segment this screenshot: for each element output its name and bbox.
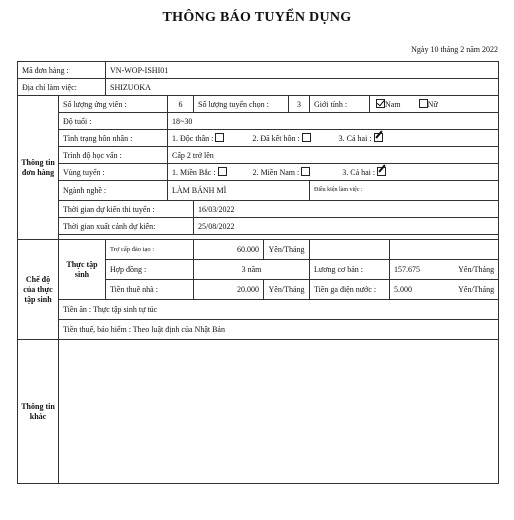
food-row bbox=[18, 300, 499, 320]
education-label: Trình độ học vấn : bbox=[59, 147, 168, 164]
marital-options bbox=[168, 130, 499, 147]
utility-unit: Yên/Tháng bbox=[458, 285, 495, 294]
contract-value: 3 năm bbox=[194, 260, 310, 280]
job-row bbox=[18, 181, 499, 201]
training-row bbox=[18, 240, 499, 260]
order-row bbox=[18, 62, 499, 79]
both-region-checkbox[interactable] bbox=[377, 167, 386, 176]
education-value: Cấp 2 trở lên bbox=[168, 147, 499, 164]
applicants-value: 6 bbox=[168, 96, 194, 113]
order-label: Mã đơn hàng : bbox=[18, 62, 106, 79]
age-row bbox=[18, 113, 499, 130]
benefits-section: Chế độ của thực tập sinh bbox=[18, 240, 59, 340]
job-value: LÀM BÁNH MÌ bbox=[168, 181, 310, 201]
address-row bbox=[18, 79, 499, 96]
condition-label: Điều kiện làm việc : bbox=[310, 181, 499, 201]
address-label: Địa chỉ làm việc: bbox=[18, 79, 106, 96]
marital-option-2: 2. Đã kết hôn : bbox=[252, 134, 300, 143]
region-option-1: 1. Miền Bắc : bbox=[172, 168, 216, 177]
page-title: THÔNG BÁO TUYỂN DỤNG bbox=[162, 10, 352, 25]
rent-amount: 20.000 bbox=[194, 280, 264, 300]
applicants-row bbox=[18, 96, 499, 113]
training-unit: Yên/Tháng bbox=[264, 240, 310, 260]
interview-row bbox=[18, 201, 499, 218]
utility-amount: 5.000 bbox=[394, 285, 413, 294]
interview-value: 16/03/2022 bbox=[194, 201, 499, 218]
contract-label: Hợp đồng : bbox=[106, 260, 194, 280]
address-value: SHIZUOKA bbox=[106, 79, 499, 96]
north-checkbox[interactable] bbox=[218, 167, 227, 176]
gender-label: Giới tính : bbox=[310, 96, 370, 113]
both-marital-checkbox[interactable] bbox=[374, 133, 383, 142]
order-info-section: Thông tin đơn hàng bbox=[18, 96, 59, 240]
region-row bbox=[18, 164, 499, 181]
male-checkbox[interactable] bbox=[376, 99, 385, 108]
food-note: Tiền ăn : Thực tập sinh tự túc bbox=[59, 300, 499, 320]
tax-row bbox=[18, 320, 499, 340]
departure-row bbox=[18, 218, 499, 235]
benefits-subsection: Thực tập sinh bbox=[59, 240, 106, 300]
marital-option-1: 1. Độc thân : bbox=[172, 134, 214, 143]
recruitment-form bbox=[17, 61, 499, 484]
age-label: Độ tuổi : bbox=[59, 113, 168, 130]
training-label: Trợ cấp đào tạo : bbox=[106, 240, 194, 260]
selected-label: Số lượng tuyển chọn : bbox=[194, 96, 289, 113]
salary-label: Lương cơ bản : bbox=[310, 260, 390, 280]
marital-label: Tình trạng hôn nhân : bbox=[59, 130, 168, 147]
order-value: VN-WOP-ISHI01 bbox=[106, 62, 499, 79]
female-checkbox[interactable] bbox=[419, 99, 428, 108]
south-checkbox[interactable] bbox=[301, 167, 310, 176]
other-row bbox=[18, 340, 499, 484]
salary-amount: 157.675 bbox=[394, 265, 421, 274]
tax-note: Tiền thuế, bảo hiểm : Theo luật định của Nhật Bản bbox=[59, 320, 499, 340]
female-label: Nữ bbox=[427, 100, 438, 109]
job-label: Ngành nghề : bbox=[59, 181, 168, 201]
gender-options bbox=[370, 96, 499, 113]
interview-label: Thời gian dự kiến thi tuyển : bbox=[59, 201, 194, 218]
rent-label: Tiền thuê nhà : bbox=[106, 280, 194, 300]
salary-unit: Yên/Tháng bbox=[458, 265, 495, 274]
region-option-3: 3. Cả hai : bbox=[342, 168, 376, 177]
departure-value: 25/08/2022 bbox=[194, 218, 499, 235]
issue-date: Ngày 10 tháng 2 năm 2022 bbox=[411, 45, 498, 54]
region-option-2: 2. Miền Nam : bbox=[252, 168, 300, 177]
male-label: Nam bbox=[385, 100, 401, 109]
marital-row bbox=[18, 130, 499, 147]
region-label: Vùng tuyển : bbox=[59, 164, 168, 181]
training-amount: 60.000 bbox=[194, 240, 264, 260]
other-section: Thông tin khác bbox=[18, 340, 59, 484]
education-row bbox=[18, 147, 499, 164]
single-checkbox[interactable] bbox=[215, 133, 224, 142]
selected-value: 3 bbox=[289, 96, 310, 113]
other-content bbox=[59, 340, 499, 484]
age-value: 18~30 bbox=[168, 113, 499, 130]
utility-label: Tiền ga điện nước : bbox=[310, 280, 390, 300]
rent-unit: Yên/Tháng bbox=[264, 280, 310, 300]
region-options bbox=[168, 164, 499, 181]
applicants-label: Số lượng ứng viên : bbox=[59, 96, 168, 113]
marital-option-3: 3. Cả hai : bbox=[338, 134, 372, 143]
married-checkbox[interactable] bbox=[302, 133, 311, 142]
departure-label: Thời gian xuất cảnh dự kiến: bbox=[59, 218, 194, 235]
